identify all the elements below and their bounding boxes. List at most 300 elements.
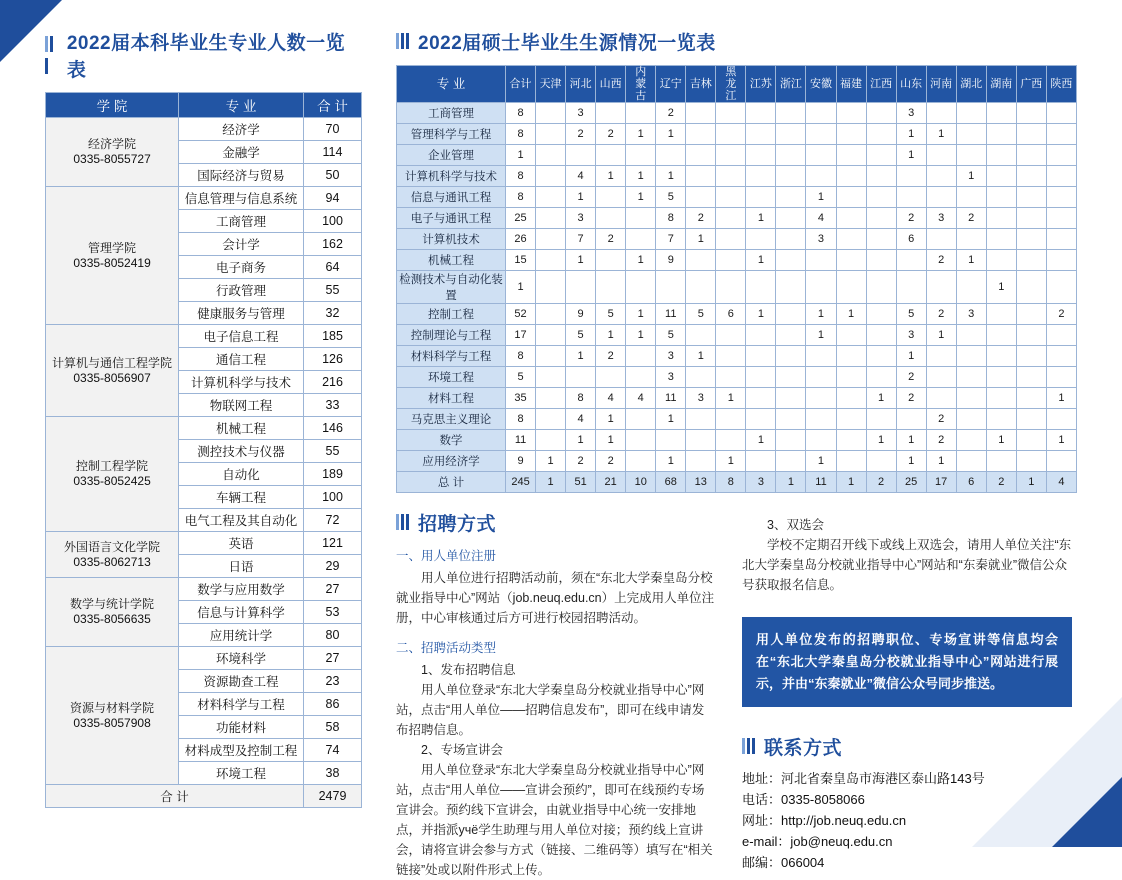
recruit-s2-title: 二、招聘活动类型 [396, 641, 497, 655]
grad-value-cell [746, 367, 776, 388]
contact-title-row [742, 733, 1072, 760]
grad-total-value: 21 [596, 472, 626, 493]
grad-value-cell [866, 271, 896, 304]
grad-value-cell [596, 208, 626, 229]
grad-value-cell [1016, 346, 1046, 367]
grad-value-cell [836, 271, 866, 304]
grad-major-cell: 控制工程 [397, 304, 506, 325]
recruit-column-right [742, 509, 1072, 880]
count-cell: 53 [304, 601, 362, 624]
grad-value-cell: 1 [566, 346, 596, 367]
grad-th: 湖南 [986, 66, 1016, 103]
count-cell: 70 [304, 118, 362, 141]
grad-value-cell [1016, 187, 1046, 208]
undergrad-title-row [45, 28, 362, 82]
grad-value-cell [986, 409, 1016, 430]
grad-value-cell: 1 [656, 409, 686, 430]
grad-value-cell [926, 367, 956, 388]
grad-value-cell [806, 124, 836, 145]
grad-value-cell [956, 145, 986, 166]
grad-major-cell: 企业管理 [397, 145, 506, 166]
grad-value-cell [956, 388, 986, 409]
major-cell: 功能材料 [179, 716, 304, 739]
grad-value-cell [836, 250, 866, 271]
grad-value-cell [896, 166, 926, 187]
grad-value-cell [896, 271, 926, 304]
grad-value-cell [776, 145, 806, 166]
grad-value-cell [806, 166, 836, 187]
contact-line: e-mail：job@neuq.edu.cn [742, 834, 893, 849]
count-cell: 64 [304, 256, 362, 279]
grad-value-cell [836, 208, 866, 229]
grad-value-cell: 3 [896, 325, 926, 346]
grad-value-cell: 11 [656, 304, 686, 325]
grad-total-value: 8 [716, 472, 746, 493]
grad-total-value: 1 [536, 472, 566, 493]
grad-value-cell [1046, 166, 1076, 187]
major-cell: 电气工程及其自动化 [179, 509, 304, 532]
total-value: 2479 [304, 785, 362, 808]
grad-value-cell [776, 124, 806, 145]
contact-line: 电话：0335-8058066 [742, 792, 865, 807]
grad-value-cell: 1 [656, 451, 686, 472]
grad-value-cell [686, 103, 716, 124]
grad-value-cell [716, 229, 746, 250]
grad-value-cell [986, 124, 1016, 145]
count-cell: 100 [304, 486, 362, 509]
grad-value-cell [866, 367, 896, 388]
major-cell: 英语 [179, 532, 304, 555]
recruit-s2-3-body: 学校不定期召开线下或线上双选会，请用人单位关注“东北大学秦皇岛分校就业指导中心”网站和“东秦就业”微信公众号获取报名信息。 [742, 538, 1072, 592]
grad-value-cell: 1 [656, 166, 686, 187]
grad-th: 内 蒙 古 [626, 66, 656, 103]
grad-value-cell: 1 [626, 166, 656, 187]
contact-lines [742, 768, 1072, 873]
count-cell: 58 [304, 716, 362, 739]
college-cell: 经济学院 0335-8055727 [46, 118, 179, 187]
major-cell: 测控技术与仪器 [179, 440, 304, 463]
count-cell: 216 [304, 371, 362, 394]
grad-value-cell: 1 [596, 166, 626, 187]
grad-total-value: 51 [566, 472, 596, 493]
grad-major-cell: 计算机科学与技术 [397, 166, 506, 187]
table-row [397, 388, 1077, 409]
grad-value-cell [866, 409, 896, 430]
grad-th: 广西 [1016, 66, 1046, 103]
grad-total-value: 245 [506, 472, 536, 493]
grad-value-cell [926, 388, 956, 409]
grad-value-cell: 3 [806, 229, 836, 250]
grad-value-cell [716, 325, 746, 346]
grad-value-cell [596, 103, 626, 124]
recruit-column-left [396, 509, 716, 880]
grad-value-cell [716, 166, 746, 187]
grad-value-cell [926, 271, 956, 304]
grad-value-cell [956, 409, 986, 430]
count-cell: 162 [304, 233, 362, 256]
major-cell: 健康服务与管理 [179, 302, 304, 325]
title-bars-icon [742, 736, 757, 758]
grad-value-cell [626, 103, 656, 124]
college-cell: 管理学院 0335-8052419 [46, 187, 179, 325]
grad-value-cell [746, 451, 776, 472]
title-bars-icon [396, 512, 411, 534]
table-row [397, 229, 1077, 250]
grad-value-cell: 2 [896, 388, 926, 409]
grad-major-cell: 管理科学与工程 [397, 124, 506, 145]
grad-major-cell: 电子与通讯工程 [397, 208, 506, 229]
grad-value-cell [806, 388, 836, 409]
grad-value-cell [716, 346, 746, 367]
grad-value-cell [1016, 229, 1046, 250]
grad-value-cell [986, 250, 1016, 271]
recruit-s2-3-title: 3、双选会 [767, 518, 824, 532]
grad-value-cell [1016, 145, 1046, 166]
grad-value-cell [686, 250, 716, 271]
grad-value-cell: 8 [506, 166, 536, 187]
grad-value-cell: 1 [506, 145, 536, 166]
grad-value-cell: 8 [506, 103, 536, 124]
grad-value-cell: 5 [686, 304, 716, 325]
recruit-s2-2-body: 用人单位登录“东北大学秦皇岛分校就业指导中心”网站，点击“用人单位——宣讲会预约”，即可在线预约专场宣讲会。预约线下宣讲会，由就业指导中心统一安排地点，并指派учё学生助理与用人单位对接；预约线上宣讲会，请将宣讲会参与方式（链接、二维码等）填写在“相关链接”处或以附件形式上传。 [396, 763, 713, 877]
grad-total-value: 10 [626, 472, 656, 493]
grad-value-cell [986, 145, 1016, 166]
grad-value-cell: 9 [656, 250, 686, 271]
grad-value-cell [986, 346, 1016, 367]
grad-value-cell [536, 229, 566, 250]
grad-value-cell [926, 229, 956, 250]
grad-value-cell [716, 271, 746, 304]
grad-value-cell [536, 325, 566, 346]
table-row [46, 647, 362, 670]
grad-major-cell: 数学 [397, 430, 506, 451]
grad-value-cell [806, 271, 836, 304]
grad-value-cell [866, 325, 896, 346]
table-row [397, 346, 1077, 367]
grad-value-cell [866, 208, 896, 229]
grad-value-cell [896, 187, 926, 208]
grad-value-cell [536, 166, 566, 187]
grad-th: 安徽 [806, 66, 836, 103]
grad-major-cell: 计算机技术 [397, 229, 506, 250]
contact-line: 邮编：066004 [742, 855, 825, 870]
grad-value-cell: 35 [506, 388, 536, 409]
title-bars-icon [45, 33, 60, 77]
grad-value-cell [1046, 325, 1076, 346]
count-cell: 27 [304, 578, 362, 601]
grad-major-cell: 工商管理 [397, 103, 506, 124]
grad-th: 浙江 [776, 66, 806, 103]
grad-value-cell [656, 430, 686, 451]
major-cell: 材料科学与工程 [179, 693, 304, 716]
count-cell: 23 [304, 670, 362, 693]
count-cell: 55 [304, 279, 362, 302]
grad-th: 山西 [596, 66, 626, 103]
grad-value-cell: 1 [986, 430, 1016, 451]
grad-value-cell [536, 409, 566, 430]
grad-value-cell [776, 187, 806, 208]
grad-value-cell [536, 367, 566, 388]
grad-value-cell [746, 187, 776, 208]
th-total: 合 计 [304, 93, 362, 118]
major-cell: 材料成型及控制工程 [179, 739, 304, 762]
grad-total-value: 1 [836, 472, 866, 493]
grad-value-cell [536, 304, 566, 325]
grad-value-cell: 5 [506, 367, 536, 388]
grad-value-cell [776, 409, 806, 430]
recruit-title: 招聘方式 [418, 514, 497, 535]
grad-value-cell [1046, 409, 1076, 430]
grad-value-cell: 8 [656, 208, 686, 229]
grad-value-cell [956, 367, 986, 388]
grad-value-cell [776, 271, 806, 304]
recruit-title-row [396, 509, 716, 536]
grad-value-cell [836, 124, 866, 145]
table-row [397, 451, 1077, 472]
grad-value-cell [986, 451, 1016, 472]
count-cell: 32 [304, 302, 362, 325]
grad-value-cell [746, 388, 776, 409]
count-cell: 121 [304, 532, 362, 555]
grad-value-cell [686, 271, 716, 304]
grad-th: 专 业 [397, 66, 506, 103]
count-cell: 86 [304, 693, 362, 716]
grad-value-cell: 1 [656, 124, 686, 145]
grad-value-cell [866, 451, 896, 472]
grad-value-cell: 1 [566, 187, 596, 208]
major-cell: 自动化 [179, 463, 304, 486]
grad-value-cell [986, 229, 1016, 250]
grad-value-cell [956, 451, 986, 472]
count-cell: 55 [304, 440, 362, 463]
grad-value-cell [776, 103, 806, 124]
grad-value-cell: 3 [566, 208, 596, 229]
table-row [397, 409, 1077, 430]
grad-title: 2022届硕士毕业生生源情况一览表 [418, 33, 716, 54]
grad-major-cell: 马克思主义理论 [397, 409, 506, 430]
grad-value-cell [716, 187, 746, 208]
grad-value-cell [1016, 409, 1046, 430]
grad-value-cell [776, 250, 806, 271]
grad-value-cell: 1 [746, 208, 776, 229]
grad-value-cell [686, 187, 716, 208]
grad-th: 山东 [896, 66, 926, 103]
grad-value-cell [836, 388, 866, 409]
major-cell: 经济学 [179, 118, 304, 141]
major-cell: 金融学 [179, 141, 304, 164]
grad-value-cell: 1 [626, 325, 656, 346]
grad-value-cell: 1 [806, 451, 836, 472]
grad-value-cell [746, 271, 776, 304]
grad-value-cell [596, 187, 626, 208]
grad-value-cell [686, 409, 716, 430]
grad-value-cell [626, 367, 656, 388]
grad-value-cell: 1 [866, 388, 896, 409]
grad-value-cell [716, 124, 746, 145]
grad-value-cell [1016, 325, 1046, 346]
grad-th: 江苏 [746, 66, 776, 103]
count-cell: 74 [304, 739, 362, 762]
grad-value-cell [836, 229, 866, 250]
grad-th: 陕西 [1046, 66, 1076, 103]
grad-value-cell: 1 [896, 124, 926, 145]
contact-line: 网址：http://job.neuq.edu.cn [742, 813, 907, 828]
grad-value-cell: 1 [626, 250, 656, 271]
college-cell: 数学与统计学院 0335-8056635 [46, 578, 179, 647]
grad-value-cell [1046, 229, 1076, 250]
grad-value-cell: 1 [746, 250, 776, 271]
grad-value-cell: 17 [506, 325, 536, 346]
major-cell: 物联网工程 [179, 394, 304, 417]
recruit-body [396, 546, 716, 880]
grad-total-value: 1 [1016, 472, 1046, 493]
table-row [397, 304, 1077, 325]
grad-value-cell [1016, 430, 1046, 451]
table-row [397, 367, 1077, 388]
grad-value-cell: 1 [896, 430, 926, 451]
grad-value-cell: 8 [506, 124, 536, 145]
grad-value-cell [956, 103, 986, 124]
grad-value-cell: 3 [686, 388, 716, 409]
grad-value-cell: 9 [506, 451, 536, 472]
grad-value-cell: 2 [896, 208, 926, 229]
grad-value-cell: 2 [596, 451, 626, 472]
table-total-row [46, 785, 362, 808]
major-cell: 环境工程 [179, 762, 304, 785]
grad-total-value: 11 [806, 472, 836, 493]
grad-value-cell [926, 103, 956, 124]
college-cell: 外国语言文化学院 0335-8062713 [46, 532, 179, 578]
grad-table-body [397, 103, 1077, 493]
grad-value-cell: 4 [566, 166, 596, 187]
th-college: 学 院 [46, 93, 179, 118]
grad-value-cell [626, 451, 656, 472]
grad-total-value: 13 [686, 472, 716, 493]
grad-value-cell [836, 166, 866, 187]
grad-major-cell: 机械工程 [397, 250, 506, 271]
grad-value-cell [716, 367, 746, 388]
grad-section [396, 28, 1086, 880]
grad-value-cell [986, 208, 1016, 229]
grad-major-cell: 材料工程 [397, 388, 506, 409]
count-cell: 94 [304, 187, 362, 210]
grad-value-cell [1046, 124, 1076, 145]
grad-th: 辽宁 [656, 66, 686, 103]
grad-value-cell: 5 [896, 304, 926, 325]
grad-value-cell: 2 [566, 451, 596, 472]
undergrad-section [45, 28, 362, 808]
grad-value-cell: 1 [716, 388, 746, 409]
grad-value-cell [566, 145, 596, 166]
grad-value-cell: 1 [686, 229, 716, 250]
grad-value-cell: 5 [566, 325, 596, 346]
contact-title: 联系方式 [764, 738, 843, 759]
grad-value-cell [956, 271, 986, 304]
grad-value-cell [656, 271, 686, 304]
grad-value-cell: 1 [866, 430, 896, 451]
grad-value-cell [776, 388, 806, 409]
college-cell: 资源与材料学院 0335-8057908 [46, 647, 179, 785]
grad-value-cell: 6 [896, 229, 926, 250]
th-major: 专 业 [179, 93, 304, 118]
grad-value-cell [746, 346, 776, 367]
grad-value-cell [836, 145, 866, 166]
grad-value-cell: 1 [986, 271, 1016, 304]
grad-value-cell [746, 124, 776, 145]
grad-value-cell: 1 [806, 304, 836, 325]
grad-total-value: 2 [866, 472, 896, 493]
grad-value-cell: 3 [656, 367, 686, 388]
grad-value-cell: 1 [1046, 388, 1076, 409]
grad-value-cell: 7 [566, 229, 596, 250]
table-row [397, 166, 1077, 187]
grad-value-cell [686, 145, 716, 166]
major-cell: 国际经济与贸易 [179, 164, 304, 187]
grad-major-cell: 控制理论与工程 [397, 325, 506, 346]
grad-value-cell [836, 409, 866, 430]
grad-value-cell: 6 [716, 304, 746, 325]
grad-value-cell: 8 [506, 187, 536, 208]
grad-value-cell [776, 346, 806, 367]
grad-value-cell [776, 166, 806, 187]
grad-value-cell: 7 [656, 229, 686, 250]
grad-value-cell [806, 250, 836, 271]
grad-value-cell [1016, 271, 1046, 304]
grad-value-cell [806, 409, 836, 430]
grad-value-cell: 1 [566, 250, 596, 271]
count-cell: 80 [304, 624, 362, 647]
grad-value-cell [596, 367, 626, 388]
grad-value-cell: 1 [956, 250, 986, 271]
grad-total-value: 6 [956, 472, 986, 493]
grad-value-cell: 4 [626, 388, 656, 409]
grad-value-cell [1046, 103, 1076, 124]
grad-value-cell: 1 [626, 124, 656, 145]
grad-value-cell [1016, 208, 1046, 229]
grad-value-cell [956, 430, 986, 451]
count-cell: 29 [304, 555, 362, 578]
grad-value-cell [926, 145, 956, 166]
grad-total-value: 17 [926, 472, 956, 493]
grad-value-cell [626, 271, 656, 304]
grad-value-cell [986, 367, 1016, 388]
grad-value-cell [1046, 451, 1076, 472]
grad-value-cell: 3 [956, 304, 986, 325]
grad-value-cell [1016, 103, 1046, 124]
grad-value-cell [896, 250, 926, 271]
grad-value-cell: 2 [926, 250, 956, 271]
grad-th: 黑 龙 江 [716, 66, 746, 103]
grad-value-cell [686, 451, 716, 472]
grad-th: 吉林 [686, 66, 716, 103]
grad-value-cell [716, 430, 746, 451]
grad-value-cell [1016, 124, 1046, 145]
table-row [46, 187, 362, 210]
grad-value-cell [926, 346, 956, 367]
grad-value-cell: 26 [506, 229, 536, 250]
grad-value-cell: 5 [656, 325, 686, 346]
grad-value-cell [746, 229, 776, 250]
grad-value-cell [746, 103, 776, 124]
grad-value-cell: 2 [596, 346, 626, 367]
grad-value-cell [956, 124, 986, 145]
grad-value-cell: 11 [506, 430, 536, 451]
grad-value-cell: 1 [716, 451, 746, 472]
grad-value-cell [866, 124, 896, 145]
grad-total-value: 68 [656, 472, 686, 493]
grad-value-cell [1016, 388, 1046, 409]
grad-value-cell [716, 208, 746, 229]
